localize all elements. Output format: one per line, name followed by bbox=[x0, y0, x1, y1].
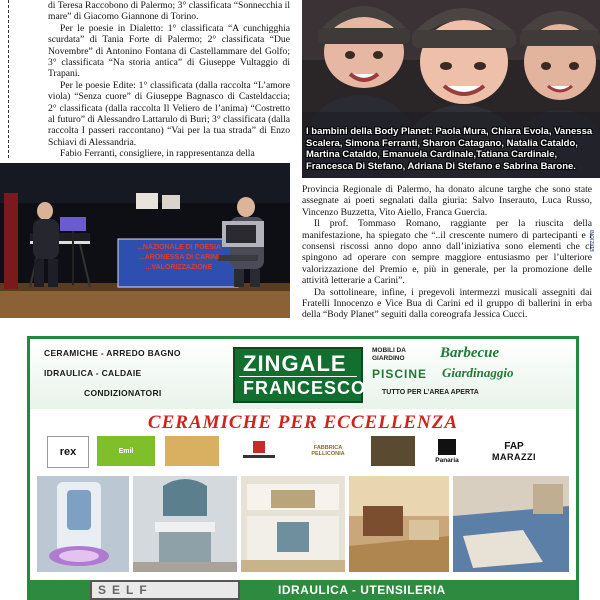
brand-logos bbox=[47, 436, 567, 468]
banner-line: ...NAZIONALE DI POESIA bbox=[136, 244, 221, 251]
ad-garden-furniture: MOBILI DA GIARDINO bbox=[372, 347, 406, 362]
photo-kitchen bbox=[241, 476, 345, 572]
ad-title: CERAMICHE PER ECCELLENZA bbox=[147, 412, 459, 433]
living-room-image bbox=[349, 476, 449, 572]
brand-mark-icon bbox=[239, 439, 279, 463]
panaria-label: Panaria bbox=[435, 456, 459, 464]
photo-shower bbox=[37, 476, 129, 572]
brand-logo-panaria bbox=[427, 436, 467, 466]
logo-divider bbox=[239, 376, 357, 377]
article-paragraph: Provincia Regionale di Palermo, ha donato alcune targhe che sono state assegnate ai poeti segnalati dalla giuria: Salvo Inserauto, Luca Russo, Vincenzo Buzzetta, Vito Aiello, Franca Guercia. bbox=[302, 184, 592, 218]
stage-banner bbox=[122, 243, 236, 273]
showroom-photos bbox=[37, 476, 569, 572]
ad-barbecue: Barbecue bbox=[440, 345, 500, 361]
zingale-logo bbox=[233, 347, 367, 403]
banner-line: ...ARONESSA DI CARINI bbox=[138, 254, 220, 261]
floor-image bbox=[453, 476, 569, 572]
article-paragraph: Per le poesie Edite: 1° classificata (dalla raccolta “L’amore viola) “Senza cuore” di Giuseppe Bagnasco di Casteldaccia; 2° classificata (dalla raccolta Il Veliero de l’anima) “Costretto al futuro” di Alessandro Lattarulo di Buri; 3° classificata (dalla raccolta I passeri raccontano) “Vai per la tua strada” di Enzo Schiavi di Alessandria. bbox=[48, 79, 290, 148]
column-rule bbox=[8, 0, 9, 158]
article-paragraph: Fabio Ferranti, consigliere, in rappresentanza della bbox=[60, 148, 255, 158]
self-sign bbox=[90, 580, 240, 600]
fap-label: FAP bbox=[504, 440, 524, 452]
photo-floor bbox=[453, 476, 569, 572]
ad-bottom-label: IDRAULICA - UTENSILERIA bbox=[278, 583, 446, 597]
banner-line: ...VALORIZZAZIONE bbox=[145, 264, 213, 271]
stage-photo bbox=[0, 163, 290, 318]
children-photo bbox=[302, 0, 600, 178]
ad-outdoor: TUTTO PER L’AREA APERTA bbox=[382, 389, 479, 396]
ad-gardening: Giardinaggio bbox=[442, 365, 514, 380]
photo-living-room bbox=[349, 476, 449, 572]
photo-caption: I bambini della Body Planet: Paola Mura, Chiara Evola, Vanessa Scalera, Simona Ferranti, Sharon Catagano, Natalia Cataldo, Martina Cataldo, Emanuela Cardinale,Tatiana Cardinale, Francesca Di Stefano, Adriana Di Stefano e Sabrina Barone. bbox=[306, 126, 593, 172]
right-article-column bbox=[302, 184, 592, 324]
brand-logo-3 bbox=[165, 436, 219, 466]
brand-logo-6 bbox=[371, 436, 415, 466]
ad-garden-section bbox=[372, 345, 572, 405]
ad-bottom-bar bbox=[30, 580, 576, 600]
logo-line1: ZINGALE bbox=[243, 351, 347, 376]
side-edition-text: EDIZIONI bbox=[590, 230, 596, 252]
sink-image bbox=[133, 476, 237, 572]
brand-logo-fap-marazzi bbox=[479, 436, 549, 466]
logo-line2: FRANCESCO bbox=[243, 378, 367, 398]
ad-service-line: CONDIZIONATORI bbox=[84, 388, 162, 398]
photo-bathroom-sink bbox=[133, 476, 237, 572]
article-paragraph: Da sottolineare, infine, i pregevoli intermezzi musicali assegniti dai Fratelli Innocenzo e Vice Bua di Carini ed il gruppo di ballerini in erba della “Body Planet” seguiti dalla coreografa Jessica Cucci. bbox=[302, 286, 592, 321]
kitchen-image bbox=[241, 476, 345, 572]
left-article-column bbox=[8, 0, 290, 158]
article-paragraph: Per le poesie in Dialetto: 1° classificata “A cunchigghia scurdata” di Tania Forte di Palermo; 2° classificata “Due Novembre” di Antonino Fontana di Castellammare del Golfo; 3° classificata “Na storia antica” di Giuseppe Vultaggio di Trapani. bbox=[48, 22, 290, 80]
ad-header bbox=[30, 339, 576, 409]
shower-image bbox=[37, 476, 129, 572]
self-sign-label: SELF bbox=[98, 583, 153, 597]
brand-logo-pellicon: FABBRICA PELLICONIA bbox=[297, 436, 359, 466]
brand-logo-4 bbox=[233, 436, 285, 466]
zingale-advertisement bbox=[27, 336, 579, 600]
article-paragraph: di Teresa Raccobono di Palermo; 3° classificata “Sonnecchia il mare” di Giacomo Giannone di Torino. bbox=[48, 0, 290, 23]
article-paragraph: Il prof. Tommaso Romano, raggiante per la riuscita della manifestazione, ha spiegato che “..il crescente numero di partecipanti e i consensi riscossi anno dopo anno dall’iniziativa sono elementi che ci spingono ad operare con sempre maggiore entusiasmo per l’ulteriore valorizzazione del Premio e, più in generale, per la promozione delle attività letterarie a Carini”. bbox=[302, 218, 592, 287]
panaria-p-icon bbox=[436, 439, 458, 455]
ad-pools: PISCINE bbox=[372, 367, 428, 381]
ad-service-line: IDRAULICA - CALDAIE bbox=[44, 368, 142, 378]
ad-service-line: CERAMICHE - ARREDO BAGNO bbox=[44, 348, 181, 358]
marazzi-label: MARAZZI bbox=[492, 451, 536, 462]
stage-photo-image bbox=[0, 163, 290, 318]
brand-logo-rex: rex bbox=[47, 436, 89, 468]
brand-logo-emil: Emil bbox=[97, 436, 155, 466]
ad-services-list bbox=[44, 343, 181, 403]
